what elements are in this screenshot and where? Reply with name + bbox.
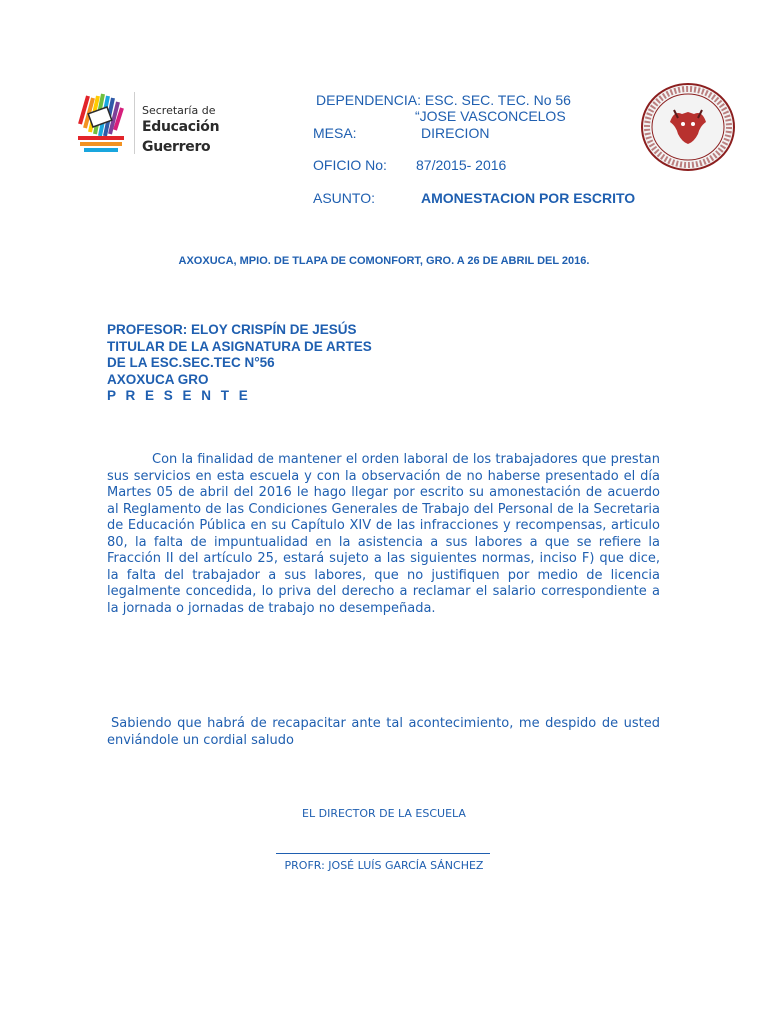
addressee-block	[107, 322, 372, 405]
dependencia-value: ESC. SEC. TEC. No 56	[424, 92, 571, 108]
logo-line-2: Educación Guerrero	[142, 119, 220, 155]
logo-text	[142, 104, 280, 157]
dependencia-row	[316, 92, 571, 109]
logo-emblem-icon	[74, 88, 130, 154]
addressee-line-2: TITULAR DE LA ASIGNATURA DE ARTES	[107, 338, 372, 354]
dependencia-label: DEPENDENCIA:	[316, 92, 422, 108]
dependencia-value-2: “JOSE VASCONCELOS	[415, 108, 566, 124]
addressee-line-5: P R E S E N T E	[107, 388, 251, 403]
addressee-line-3: DE LA ESC.SEC.TEC N°56	[107, 355, 275, 370]
signature-title: EL DIRECTOR DE LA ESCUELA	[302, 807, 466, 820]
addressee-line-1: PROFESOR: ELOY CRISPÍN DE JESÚS	[107, 322, 357, 337]
body-paragraph-2: Sabiendo que habrá de recapacitar ante tal acontecimiento, me despido de usted enviándole un cordial saludo	[107, 716, 660, 748]
signature-name: PROFR: JOSÉ LUÍS GARCÍA SÁNCHEZ	[284, 859, 484, 872]
secretaria-educacion-guerrero-logo	[74, 88, 280, 154]
logo-line-1: Secretaría de	[142, 104, 216, 117]
logo-divider	[134, 92, 135, 154]
mesa-value: DIRECION	[421, 125, 490, 141]
oficio-label: OFICIO No:	[313, 157, 387, 173]
signature-line	[276, 853, 490, 854]
addressee-line-4: AXOXUCA GRO	[107, 371, 209, 387]
asunto-label: ASUNTO:	[313, 190, 375, 206]
place-date: AXOXUCA, MPIO. DE TLAPA DE COMONFORT, GRO. A 26 DE ABRIL DEL 2016.	[178, 255, 590, 267]
asunto-value: AMONESTACION POR ESCRITO	[421, 190, 636, 206]
body-paragraph-1: Con la finalidad de mantener el orden laboral de los trabajadores que prestan sus servicios en esta escuela y con la observación de no haberse presentado el día Martes 05 de abril del 2016 le hago llegar por escrito su amonestación de acuerdo al Reglamento de las Condiciones Generales de Trabajo del Personal de la Secretaria de Educación Pública en su Capítulo XIV de las infracciones y recompensas, articulo 80, la falta de impuntualidad en la asistencia a sus labores a que se refiere la Fracción II del artículo 25, estará sujeto a las siguientes normas, inciso F) que dice, la falta del trabajador a sus labores, que no justifiquen por medio de licencia legalmente concedida, lo priva del derecho a reclamar el salario correspondiente a la jornada o jornadas de trabajo no desempeñada.	[107, 452, 660, 616]
school-seal-icon	[640, 82, 736, 172]
oficio-value: 87/2015- 2016	[416, 157, 507, 173]
school-seal	[640, 82, 736, 172]
mesa-label: MESA:	[313, 125, 357, 141]
